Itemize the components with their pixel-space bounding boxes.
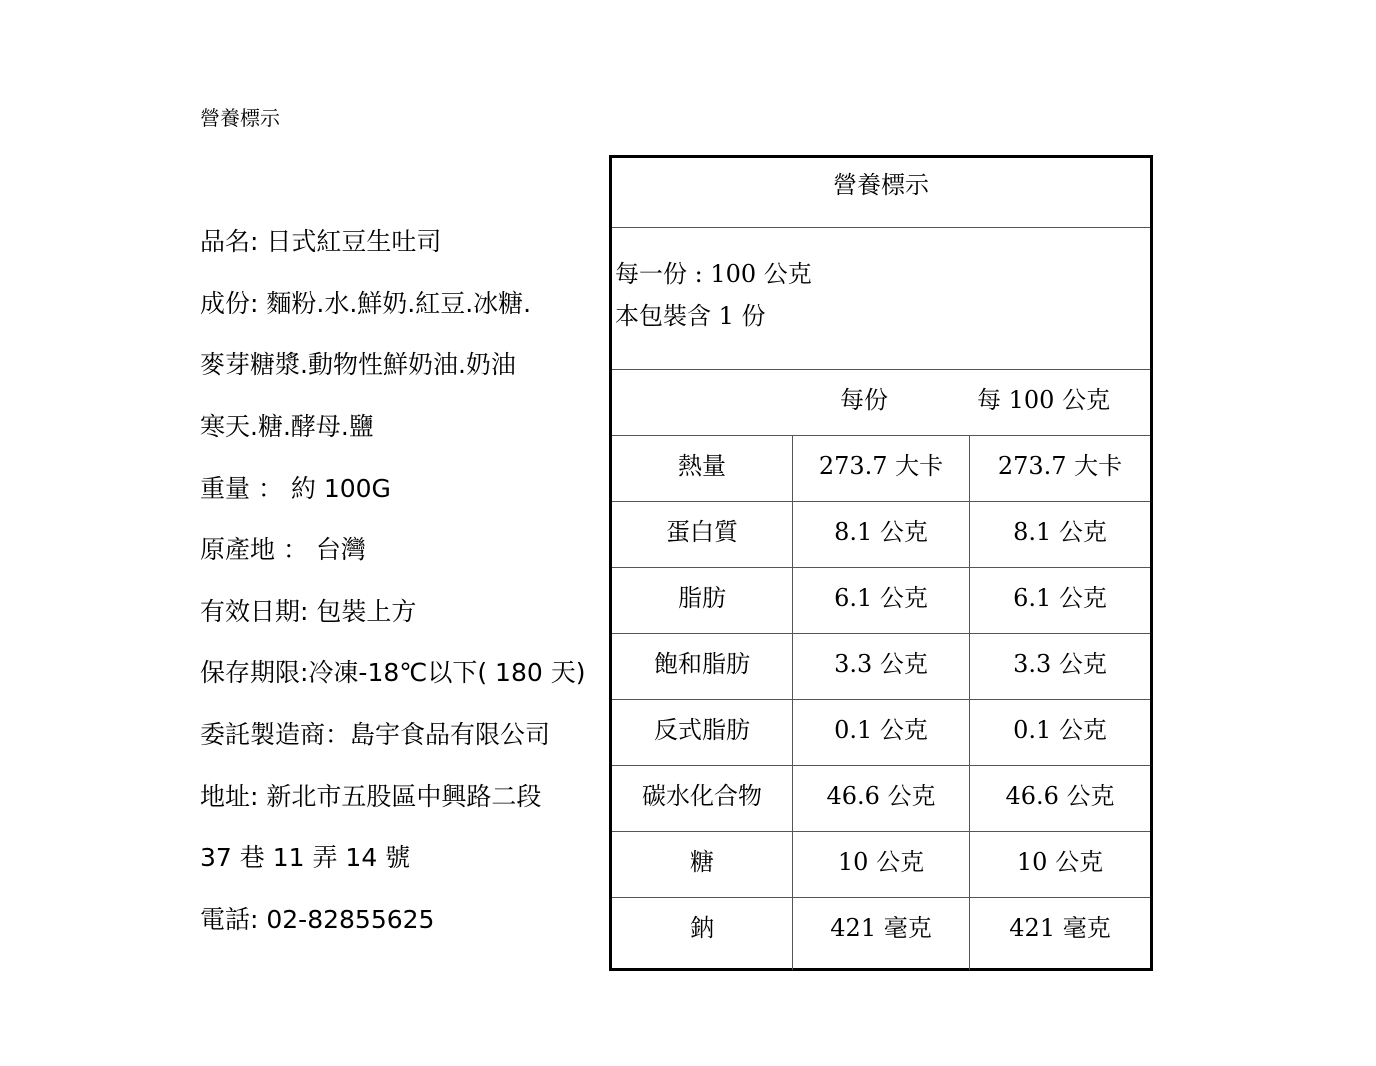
nutrient-row [612,436,1150,502]
per-100g-value: 8.1 公克 [1013,518,1107,546]
nutrient-name: 脂肪 [612,568,793,633]
per-serving-value: 6.1 公克 [793,568,970,633]
per-serving-value: 273.7 大卡 [793,436,970,501]
nutrient-name: 飽和脂肪 [612,634,793,699]
servings-per-package: 本包裝含 1 份 [615,302,766,330]
per-100g-value: 421 毫克 [1009,914,1111,942]
nutrient-name: 蛋白質 [612,502,793,567]
per-serving-value: 3.3 公克 [793,634,970,699]
weight-line: 重量 ： 約 100G [200,474,391,503]
ingredients-line-1: 成份: 麵粉.水.鮮奶.紅豆.冰糖. [200,289,532,318]
per-serving-value: 10 公克 [793,832,970,897]
product-name-line: 品名: 日式紅豆生吐司 [200,227,442,256]
ingredients-line-3: 寒天.糖.酵母.鹽 [200,412,374,441]
per-100g-value: 3.3 公克 [1013,650,1107,678]
nutrient-name: 糖 [612,832,793,897]
column-headers [612,370,1150,436]
nutrition-table [609,155,1153,971]
per-serving-value: 421 毫克 [793,898,970,970]
per-100g-value: 46.6 公克 [1005,782,1115,810]
per-100g-value: 6.1 公克 [1013,584,1107,612]
expiry-line: 有效日期: 包裝上方 [200,597,417,626]
nutrient-row [612,898,1150,970]
nutrient-row [612,634,1150,700]
nutrient-row [612,832,1150,898]
per-100g-value: 0.1 公克 [1013,716,1107,744]
phone-line: 電話: 02-82855625 [200,905,435,934]
per-100g-value: 273.7 大卡 [997,452,1123,480]
nutrient-name: 反式脂肪 [612,700,793,765]
serving-info [612,228,1150,370]
document-heading: 營養標示 [200,106,280,130]
per-serving-value: 8.1 公克 [793,502,970,567]
column-header-per-serving: 每份 [840,386,888,414]
storage-line: 保存期限:冷凍-18℃以下( 180 天) [200,658,586,687]
nutrient-row [612,568,1150,634]
per-100g-value: 10 公克 [1016,848,1104,876]
per-serving-value: 0.1 公克 [793,700,970,765]
nutrient-name: 鈉 [612,898,793,970]
nutrient-row [612,766,1150,832]
column-header-per-100g: 每 100 公克 [977,386,1111,414]
nutrient-row [612,502,1150,568]
nutrient-rows [612,436,1150,968]
nutrient-row [612,700,1150,766]
nutrient-name: 熱量 [612,436,793,501]
manufacturer-line: 委託製造商：島宇食品有限公司 [200,720,551,749]
address-line-2: 37 巷 11 弄 14 號 [200,843,411,872]
serving-size: 每一份 : 100 公克 [615,260,812,288]
nutrient-name: 碳水化合物 [612,766,793,831]
address-line-1: 地址: 新北市五股區中興路二段 [200,782,542,811]
per-serving-value: 46.6 公克 [793,766,970,831]
ingredients-line-2: 麥芽糖漿.動物性鮮奶油.奶油 [200,350,516,379]
origin-line: 原產地 ： 台灣 [200,535,366,564]
nutrition-title: 營養標示 [612,158,1150,228]
